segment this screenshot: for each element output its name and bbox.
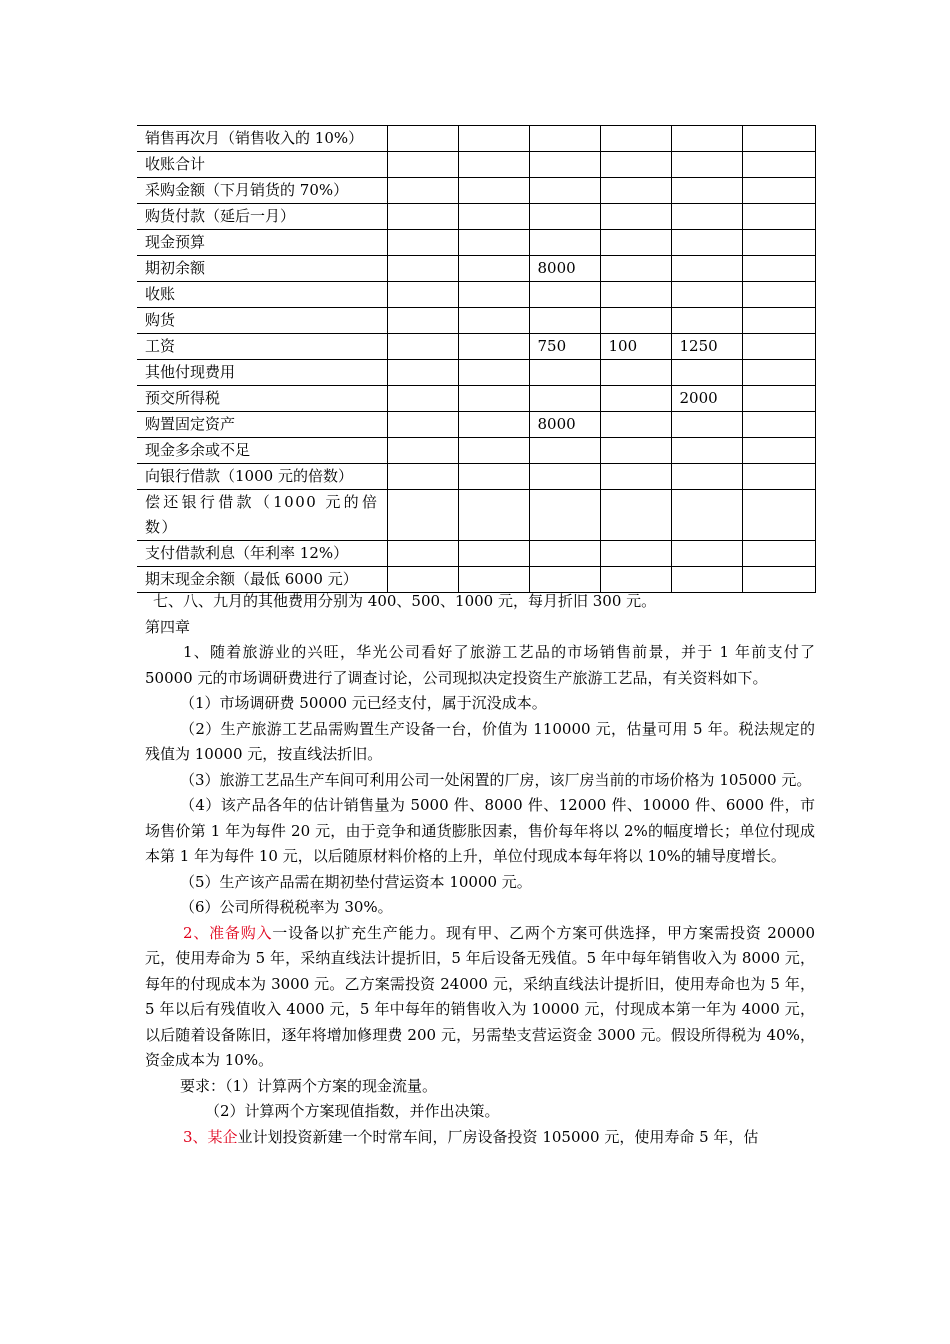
- table-cell: [529, 152, 600, 178]
- table-row: [137, 282, 815, 308]
- table-cell: 8000: [529, 412, 600, 438]
- table-cell: [742, 464, 815, 490]
- table-cell: [600, 256, 671, 282]
- table-cell: [387, 204, 458, 230]
- table-cell: [458, 204, 529, 230]
- table-cell: [529, 204, 600, 230]
- row-label: 销售再次月（销售收入的 10%）: [137, 126, 387, 152]
- table-cell: 2000: [671, 386, 742, 412]
- question-1-item-6: （6）公司所得税税率为 30%。: [180, 898, 393, 916]
- row-label: 购货: [137, 308, 387, 334]
- table-cell: [387, 126, 458, 152]
- table-row: [137, 178, 815, 204]
- table-cell: [671, 438, 742, 464]
- table-cell: [458, 126, 529, 152]
- table-cell: [742, 412, 815, 438]
- row-label: 现金多余或不足: [137, 438, 387, 464]
- table-cell: [458, 282, 529, 308]
- table-cell: [742, 386, 815, 412]
- question-2-highlight: 2、准备购入: [183, 923, 273, 942]
- table-cell: [600, 438, 671, 464]
- table-cell: [529, 360, 600, 386]
- question-1-item-4: （4）该产品各年的估计销售量为 5000 件、8000 件、12000 件、10000 件、6000 件，市场售价第 1 年为每件 20 元，由于竞争和通货膨胀因素，售价每年将以 2%的幅度增长；单位付现成本第 1 年为每件 10 元，以后随原材料价格的上升，单位付现成本每年将以 10%的辅导度增长。: [145, 796, 815, 865]
- table-cell: [742, 541, 815, 567]
- table-cell: [529, 178, 600, 204]
- requirement-2: （2）计算两个方案现值指数，并作出决策。: [205, 1102, 500, 1120]
- table-cell: [742, 334, 815, 360]
- table-row: [137, 541, 815, 567]
- row-label: 支付借款利息（年利率 12%）: [137, 541, 387, 567]
- table-cell: [671, 360, 742, 386]
- table-cell: [387, 152, 458, 178]
- table-cell: [529, 386, 600, 412]
- table-cell: [458, 256, 529, 282]
- table-row: [137, 334, 815, 360]
- table-cell: [458, 490, 529, 541]
- table-row: [137, 152, 815, 178]
- row-label: 预交所得税: [137, 386, 387, 412]
- table-cell: [600, 464, 671, 490]
- table-cell: [529, 438, 600, 464]
- table-cell: [600, 541, 671, 567]
- table-cell: [671, 126, 742, 152]
- table-cell: [529, 126, 600, 152]
- table-cell: [529, 282, 600, 308]
- table-cell: [387, 412, 458, 438]
- table-cell: [458, 308, 529, 334]
- row-label: 购置固定资产: [137, 412, 387, 438]
- table-cell: 1250: [671, 334, 742, 360]
- table-cell: [458, 230, 529, 256]
- table-cell: [600, 126, 671, 152]
- table-cell: [458, 178, 529, 204]
- table-cell: [742, 256, 815, 282]
- table-cell: [742, 152, 815, 178]
- requirement-1: 要求：（1）计算两个方案的现金流量。: [180, 1076, 438, 1095]
- row-label: 收账: [137, 282, 387, 308]
- table-cell: [387, 464, 458, 490]
- table-cell: 750: [529, 334, 600, 360]
- table-cell: [529, 308, 600, 334]
- body-text: [145, 589, 815, 1150]
- table-cell: [600, 412, 671, 438]
- table-row: [137, 386, 815, 412]
- table-row: [137, 256, 815, 282]
- table-cell: [458, 360, 529, 386]
- table-cell: [742, 490, 815, 541]
- table-cell: [671, 490, 742, 541]
- table-cell: [387, 178, 458, 204]
- table-cell: [671, 152, 742, 178]
- question-1-item-3: （3）旅游工艺品生产车间可利用公司一处闲置的厂房，该厂房当前的市场价格为 105000 元。: [180, 770, 812, 789]
- row-label: 偿还银行借款（1000 元的倍数）: [137, 490, 387, 541]
- table-cell: [458, 438, 529, 464]
- table-cell: [600, 386, 671, 412]
- question-3: [145, 1125, 815, 1151]
- table-cell: [600, 282, 671, 308]
- table-cell: [600, 490, 671, 541]
- table-cell: [671, 541, 742, 567]
- table-cell: [529, 490, 600, 541]
- table-cell: [600, 308, 671, 334]
- table-cell: [671, 178, 742, 204]
- question-1-item-2: （2）生产旅游工艺品需购置生产设备一台，价值为 110000 元，估量可用 5 年。税法规定的残值为 10000 元，按直线法折旧。: [145, 719, 815, 763]
- table-cell: 100: [600, 334, 671, 360]
- table-cell: [529, 464, 600, 490]
- table-row: [137, 204, 815, 230]
- table-row: [137, 126, 815, 152]
- row-label: 期末现金余额（最低 6000 元）: [137, 567, 387, 593]
- expense-note: 七、八、九月的其他费用分别为 400、500、1000 元，每月折旧 300 元。: [153, 592, 657, 610]
- table-cell: [742, 308, 815, 334]
- table-cell: [600, 360, 671, 386]
- table-cell: [387, 308, 458, 334]
- table-row: [137, 490, 815, 541]
- table-cell: [742, 360, 815, 386]
- question-1-item-5: （5）生产该产品需在期初垫付营运资本 10000 元。: [180, 872, 532, 891]
- row-label: 收账合计: [137, 152, 387, 178]
- table-row: [137, 308, 815, 334]
- table-row: [137, 412, 815, 438]
- table-cell: [671, 282, 742, 308]
- question-3-highlight: 3、某企: [183, 1127, 238, 1146]
- row-label: 其他付现费用: [137, 360, 387, 386]
- table-cell: [387, 256, 458, 282]
- table-cell: [387, 360, 458, 386]
- table-cell: [458, 464, 529, 490]
- row-label: 工资: [137, 334, 387, 360]
- table-row: [137, 438, 815, 464]
- table-cell: [742, 204, 815, 230]
- table-cell: [671, 412, 742, 438]
- table-cell: [742, 230, 815, 256]
- table-cell: [671, 204, 742, 230]
- question-2: [145, 921, 815, 1074]
- cash-budget-table: [137, 125, 816, 593]
- table-cell: [671, 256, 742, 282]
- row-label: 向银行借款（1000 元的倍数）: [137, 464, 387, 490]
- table-cell: [529, 541, 600, 567]
- table-cell: [387, 282, 458, 308]
- table-cell: [387, 334, 458, 360]
- table-cell: [600, 152, 671, 178]
- question-3-body: 业计划投资新建一个时常车间，厂房设备投资 105000 元，使用寿命 5 年，估: [237, 1127, 759, 1146]
- row-label: 期初余额: [137, 256, 387, 282]
- table-cell: [458, 334, 529, 360]
- table-cell: [387, 386, 458, 412]
- row-label: 采购金额（下月销货的 70%）: [137, 178, 387, 204]
- table-cell: [671, 230, 742, 256]
- table-cell: [671, 464, 742, 490]
- table-row: [137, 464, 815, 490]
- table-cell: [387, 490, 458, 541]
- question-1-intro: 1、随着旅游业的兴旺，华光公司看好了旅游工艺品的市场销售前景，并于 1 年前支付了 50000 元的市场调研费进行了调查讨论，公司现拟决定投资生产旅游工艺品，有关资料如下。: [145, 643, 815, 687]
- table-cell: [387, 541, 458, 567]
- table-cell: [671, 308, 742, 334]
- table-cell: 8000: [529, 256, 600, 282]
- table-cell: [458, 541, 529, 567]
- chapter-heading: 第四章: [145, 617, 191, 636]
- table-cell: [387, 438, 458, 464]
- table-cell: [458, 386, 529, 412]
- table-cell: [458, 412, 529, 438]
- table-cell: [742, 438, 815, 464]
- table-cell: [742, 126, 815, 152]
- table-cell: [600, 230, 671, 256]
- table-cell: [600, 204, 671, 230]
- row-label: 现金预算: [137, 230, 387, 256]
- table-row: [137, 230, 815, 256]
- question-2-body: 一设备以扩充生产能力。现有甲、乙两个方案可供选择，甲方案需投资 20000 元，使用寿命为 5 年，采纳直线法计提折旧，5 年后设备无残值。5 年中每年销售收入为 8000 元，每年的付现成本为 3000 元。乙方案需投资 24000 元，采纳直线法计提折旧，使用寿命也为 5 年，5 年以后有残值收入 4000 元，5 年中每年的销售收入为 10000 元，付现成本第一年为 4000 元，以后随着设备陈旧，逐年将增加修理费 200 元，另需垫支营运资金 3000 元。假设所得税为 40%，资金成本为 10%。: [145, 923, 815, 1069]
- table-cell: [458, 152, 529, 178]
- table-cell: [742, 178, 815, 204]
- table-cell: [600, 178, 671, 204]
- row-label: 购货付款（延后一月）: [137, 204, 387, 230]
- table-cell: [529, 230, 600, 256]
- table-row: [137, 360, 815, 386]
- question-1-item-1: （1）市场调研费 50000 元已经支付，属于沉没成本。: [180, 694, 547, 712]
- table-cell: [387, 230, 458, 256]
- table-cell: [742, 282, 815, 308]
